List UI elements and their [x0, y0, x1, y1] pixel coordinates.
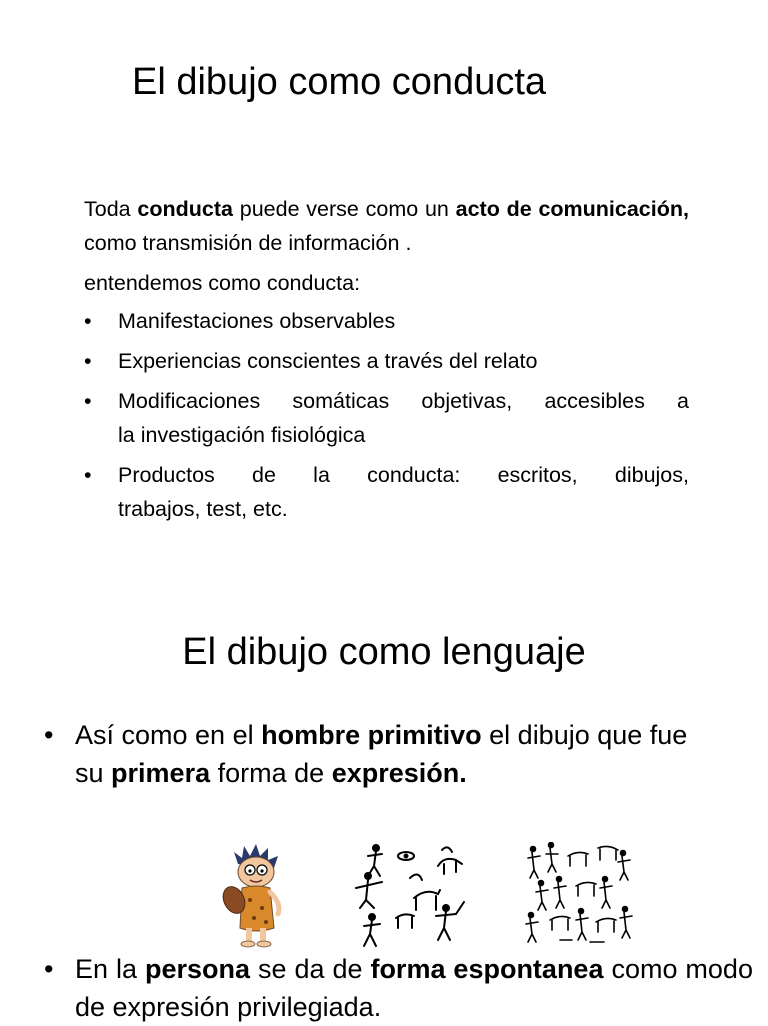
bullet-text: Manifestaciones observables [118, 309, 396, 333]
bullet-list [84, 304, 689, 526]
bullet-dot: • [84, 309, 92, 333]
slide-lenguaje [0, 590, 768, 1024]
intro-text: Toda [84, 197, 131, 221]
bullet-text: se da de [257, 954, 363, 984]
bullet-line: Modificaciones somáticas objetivas, accesibles a [118, 389, 689, 413]
bullet-dot: • [44, 954, 54, 984]
bullet-dot: • [44, 720, 54, 750]
bullet-item [84, 344, 689, 378]
image-row [0, 842, 768, 948]
bullet-text: Experiencias conscientes a través del relato [118, 349, 538, 373]
intro-paragraph [84, 192, 689, 260]
bullet-dot: • [84, 389, 92, 413]
bullet-item [84, 304, 689, 338]
cave-figures-icon [352, 842, 468, 948]
intro-text: puede verse como un [239, 197, 449, 221]
bullet-line: la investigación fisiológica [118, 423, 366, 447]
slide-body [84, 192, 689, 526]
bullet-text: Así como en el [75, 720, 254, 750]
bullet-text: el dibujo que fue su [75, 720, 688, 788]
bullet-item [84, 384, 689, 452]
lead-text: entendemos como conducta: [84, 271, 361, 295]
bullet-text: En la [75, 954, 137, 984]
caveman-icon [220, 842, 292, 948]
intro-bold: acto de comunicación, [455, 197, 689, 221]
bullet-dot: • [84, 349, 92, 373]
bullet-bold: forma espontanea [370, 954, 604, 984]
bullet-line: Productos de la conducta: escritos, dibujos, [118, 463, 689, 487]
intro-text: como transmisión de información . [84, 231, 412, 255]
cave-painting-image [352, 842, 468, 948]
cave-group-image [524, 842, 636, 948]
bullet-item [44, 716, 722, 792]
bullet-bold: expresión. [331, 758, 467, 788]
bullet-item [44, 950, 753, 1026]
bullet-bold: primera [111, 758, 211, 788]
bullet-item [84, 458, 689, 526]
caveman-image [220, 842, 292, 948]
slide-body [44, 716, 753, 1022]
bullet-dot: • [84, 463, 92, 487]
bullet-bold: hombre primitivo [261, 720, 482, 750]
bullet-bold: persona [144, 954, 251, 984]
cave-group-icon [524, 842, 636, 948]
bullet-text: como modo de expresión privilegiada. [75, 954, 753, 1022]
intro-bold: conducta [137, 197, 233, 221]
bullet-line: trabajos, test, etc. [118, 497, 288, 521]
bullet-text: forma de [217, 758, 325, 788]
slide-title: El dibujo como lenguaje [182, 631, 586, 673]
slide-title: El dibujo como conducta [132, 61, 547, 103]
